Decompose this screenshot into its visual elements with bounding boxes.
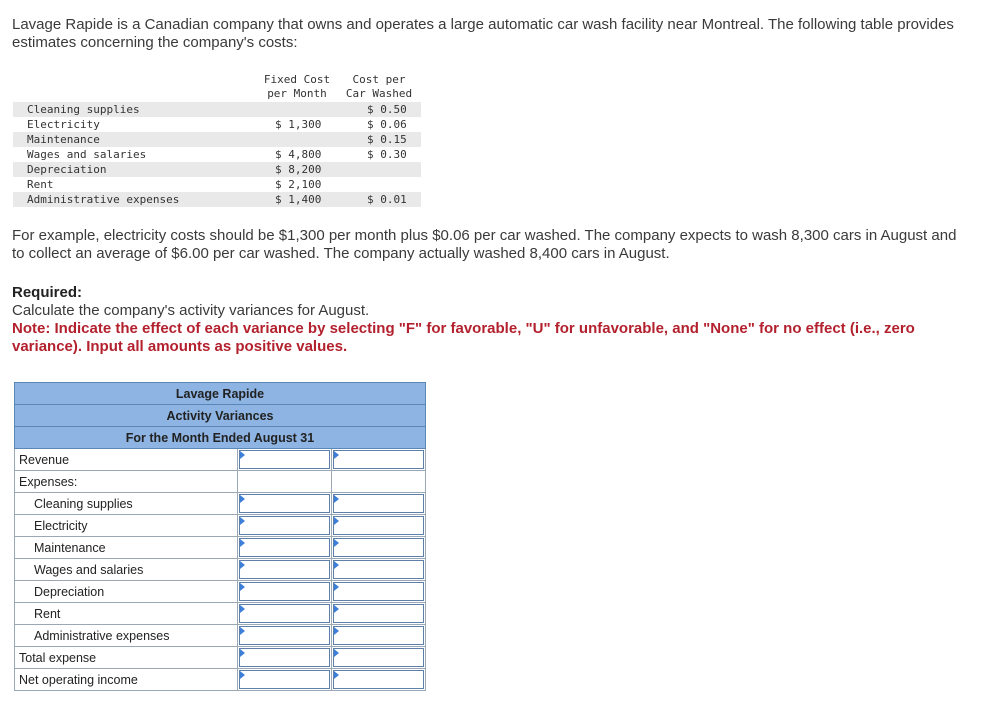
variance-row-label: Net operating income (15, 669, 238, 691)
table-period-row (15, 427, 426, 449)
cost-row (13, 177, 421, 192)
cost-row (13, 132, 421, 147)
company-name: Lavage Rapide (15, 383, 426, 405)
variance-row (15, 669, 426, 691)
dropdown-marker-icon (240, 539, 245, 547)
amount-input[interactable] (237, 493, 331, 515)
cost-row (13, 117, 421, 132)
cost-row (13, 102, 421, 117)
dropdown-marker-icon (240, 671, 245, 679)
dropdown-marker-icon (334, 539, 339, 547)
variance-row-label: Expenses: (15, 471, 238, 493)
cost-row-label: Wages and salaries (27, 148, 147, 161)
empty-cell (331, 471, 425, 493)
effect-select[interactable] (331, 625, 425, 647)
effect-select-box[interactable] (333, 450, 424, 469)
fixed-cost-header: Fixed Cost per Month (263, 73, 331, 100)
dropdown-marker-icon (240, 495, 245, 503)
amount-input[interactable] (237, 647, 331, 669)
dropdown-marker-icon (240, 517, 245, 525)
amount-input[interactable] (237, 669, 331, 691)
report-name: Activity Variances (15, 405, 426, 427)
effect-select-box[interactable] (333, 516, 424, 535)
amount-input[interactable] (237, 581, 331, 603)
variance-row (15, 537, 426, 559)
effect-select[interactable] (331, 537, 425, 559)
effect-select-box[interactable] (333, 648, 424, 667)
effect-select[interactable] (331, 559, 425, 581)
empty-cell (237, 471, 331, 493)
effect-select[interactable] (331, 603, 425, 625)
effect-select-box[interactable] (333, 582, 424, 601)
variance-row (15, 449, 426, 471)
effect-select-box[interactable] (333, 626, 424, 645)
amount-input-box[interactable] (239, 648, 330, 667)
cost-row (13, 192, 421, 207)
dropdown-marker-icon (240, 583, 245, 591)
cost-row-variable: $ 0.15 (367, 133, 407, 146)
cost-row-fixed: $ 1,400 (275, 193, 322, 206)
required-title: Required: (12, 284, 83, 301)
effect-select-box[interactable] (333, 604, 424, 623)
cost-row-label: Maintenance (27, 133, 100, 146)
effect-select-box[interactable] (333, 538, 424, 557)
amount-input-box[interactable] (239, 494, 330, 513)
dropdown-marker-icon (334, 517, 339, 525)
dropdown-marker-icon (334, 649, 339, 657)
effect-select[interactable] (331, 581, 425, 603)
cost-row-fixed: $ 8,200 (275, 163, 322, 176)
cost-row-label: Rent (27, 178, 54, 191)
amount-input-box[interactable] (239, 670, 330, 689)
table-title-row (15, 383, 426, 405)
effect-select[interactable] (331, 449, 425, 471)
cost-row-label: Administrative expenses (27, 193, 180, 206)
variance-row (15, 471, 426, 493)
report-period: For the Month Ended August 31 (15, 427, 426, 449)
dropdown-marker-icon (240, 649, 245, 657)
amount-input-box[interactable] (239, 516, 330, 535)
dropdown-marker-icon (240, 605, 245, 613)
required-note: Note: Indicate the effect of each variance by selecting "F" for favorable, "U" for unfavorable, and "None" for no effect (i.e., zero variance). Input all amounts as positive values. (12, 320, 915, 355)
dropdown-marker-icon (334, 451, 339, 459)
variance-row-label: Electricity (15, 515, 238, 537)
required-section (12, 284, 972, 356)
effect-select[interactable] (331, 515, 425, 537)
cost-row-fixed: $ 1,300 (275, 118, 322, 131)
variance-row-label: Revenue (15, 449, 238, 471)
cost-row-label: Electricity (27, 118, 100, 131)
effect-select-box[interactable] (333, 494, 424, 513)
cost-row-variable: $ 0.50 (367, 103, 407, 116)
cost-table-header (13, 73, 421, 102)
amount-input-box[interactable] (239, 538, 330, 557)
variance-row-label: Depreciation (15, 581, 238, 603)
effect-select[interactable] (331, 493, 425, 515)
variance-row (15, 493, 426, 515)
dropdown-marker-icon (240, 561, 245, 569)
variance-row (15, 559, 426, 581)
intro-paragraph: Lavage Rapide is a Canadian company that owns and operates a large automatic car wash facility near Montreal. The following table provides estimates concerning the company's costs: (12, 16, 954, 51)
amount-input[interactable] (237, 603, 331, 625)
amount-input-box[interactable] (239, 604, 330, 623)
amount-input[interactable] (237, 625, 331, 647)
amount-input[interactable] (237, 449, 331, 471)
cost-estimates-table (13, 73, 421, 207)
cost-row-fixed: $ 4,800 (275, 148, 322, 161)
variance-row-label: Total expense (15, 647, 238, 669)
example-paragraph: For example, electricity costs should be $1,300 per month plus $0.06 per car washed. The company expects to wash 8,300 cars in August and to collect an average of $6.00 per car washed. The company actually washed 8,400 cars in August. (12, 227, 957, 262)
variance-row (15, 603, 426, 625)
cost-row (13, 147, 421, 162)
dropdown-marker-icon (334, 495, 339, 503)
variance-row-label: Maintenance (15, 537, 238, 559)
cost-row-variable: $ 0.01 (367, 193, 407, 206)
activity-variances-table (14, 382, 426, 691)
variance-row-label: Wages and salaries (15, 559, 238, 581)
amount-input-box[interactable] (239, 582, 330, 601)
required-body: Calculate the company's activity variances for August. (12, 302, 370, 319)
variance-row (15, 515, 426, 537)
cost-row-fixed: $ 2,100 (275, 178, 322, 191)
cost-row-label: Cleaning supplies (27, 103, 140, 116)
effect-select[interactable] (331, 647, 425, 669)
dropdown-marker-icon (334, 627, 339, 635)
table-subtitle-row (15, 405, 426, 427)
dropdown-marker-icon (334, 583, 339, 591)
amount-input-box[interactable] (239, 450, 330, 469)
cost-row (13, 162, 421, 177)
variance-row-label: Rent (15, 603, 238, 625)
dropdown-marker-icon (334, 561, 339, 569)
variance-row (15, 625, 426, 647)
dropdown-marker-icon (334, 671, 339, 679)
effect-select[interactable] (331, 669, 425, 691)
effect-select-box[interactable] (333, 560, 424, 579)
variance-row (15, 581, 426, 603)
amount-input-box[interactable] (239, 626, 330, 645)
cost-row-variable: $ 0.06 (367, 118, 407, 131)
amount-input-box[interactable] (239, 560, 330, 579)
dropdown-marker-icon (334, 605, 339, 613)
variance-row-label: Cleaning supplies (15, 493, 238, 515)
dropdown-marker-icon (240, 627, 245, 635)
dropdown-marker-icon (240, 451, 245, 459)
cost-per-car-header: Cost per Car Washed (345, 73, 413, 100)
variance-row-label: Administrative expenses (15, 625, 238, 647)
amount-input[interactable] (237, 515, 331, 537)
amount-input[interactable] (237, 559, 331, 581)
effect-select-box[interactable] (333, 670, 424, 689)
amount-input[interactable] (237, 537, 331, 559)
variance-row (15, 647, 426, 669)
cost-row-variable: $ 0.30 (367, 148, 407, 161)
cost-row-label: Depreciation (27, 163, 107, 176)
